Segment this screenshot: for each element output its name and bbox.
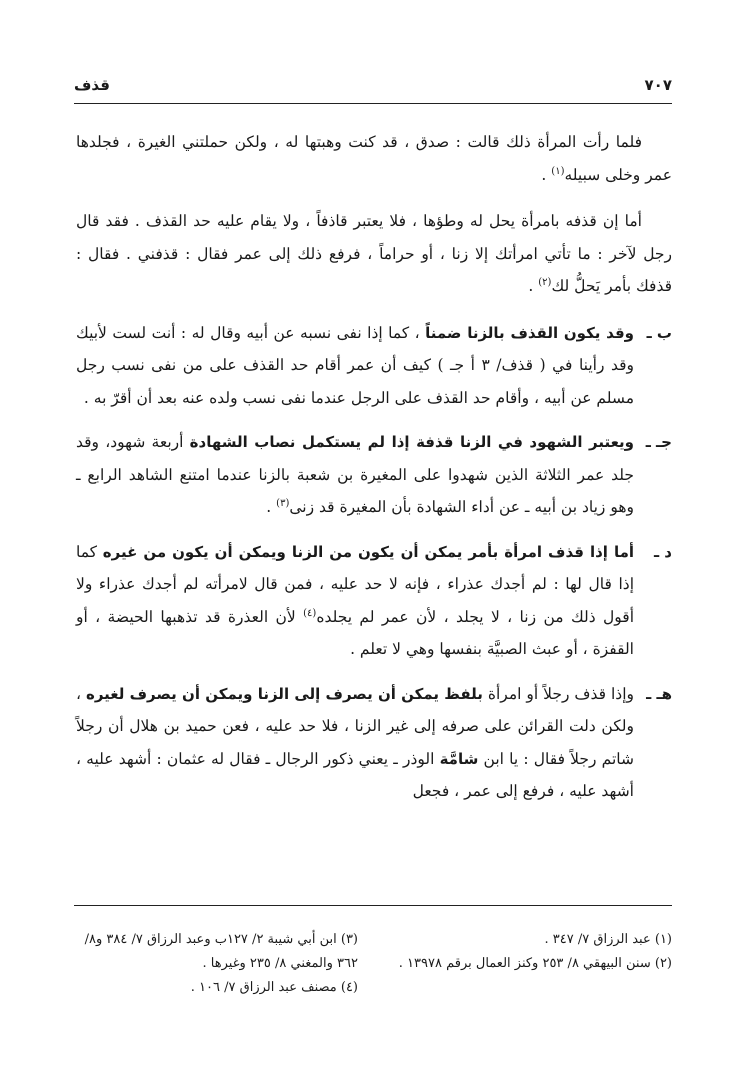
section-marker-b: ب ـ xyxy=(646,323,672,342)
footnote-4: (٤) مصنف عبد الرزاق ٧/ ١٠٦ . xyxy=(190,980,358,995)
footnote-2: (٢) سنن البيهقي ٨/ ٢٥٣ وكنز العمال برقم ١٣٩٧٨ . xyxy=(398,956,672,971)
section-marker-c: جـ ـ xyxy=(645,433,672,451)
footnotes-column-right xyxy=(390,928,672,976)
section-b-heading: وقد يكون القذف بالزنا ضمناً xyxy=(425,323,634,342)
section-c: جـ ـ ويعتبر الشهود في الزنا قذفة إذا لم يستكمل نصاب الشهادة أربعة شهود، وقد جلد عمر الثلاثة الذين شهدوا على المغيرة بن شعبة بالزنا عندما امتنع الشاهد الرابع ـ وهو زياد بن أبيه ـ عن أداء الشهادة بأن المغيرة قد زنى$^{(٣)}$ . xyxy=(76,426,672,524)
footnote-1: (١) عبد الرزاق ٧/ ٣٤٧ . xyxy=(544,932,672,947)
paragraph-permitted-wife: أما إن قذفه بامرأة يحل له وطؤها ، فلا يعتبر قاذفاً ، ولا يقام عليه حد القذف . فقد قال رجل لآخر : ما تأتي امرأتك إلا زنا ، أو حراماً ، فرفع ذلك إلى عمر فقال : قذفني . فقال : قذفك بأمر يَحلُّ لك$^{(٢)}$ . xyxy=(76,212,672,295)
header-rule xyxy=(74,103,672,104)
footnotes-column-left xyxy=(76,928,358,1000)
section-e-bold-word: شامَّة xyxy=(439,749,479,768)
section-d: د ـ أما إذا قذف امرأة بأمر يمكن أن يكون من الزنا ويمكن أن يكون من غيره كما إذا قال لها : لم أجدك عذراء ، فإنه لا حد عليه ، فمن قال لامرأته لم أجدك عذراء ولا أقول ذلك من زنا ، لا يجلد ، لأن عمر لم يجلده$^{(٤)}$ لأن العذرة قد تذهبها الحيضة ، أو القفزة ، أو عبث الصبيَّة بنفسها وهي لا تعلم . xyxy=(76,536,672,666)
section-e: هـ ـ وإذا قذف رجلاً أو امرأة بلفظ يمكن أن يصرف إلى الزنا ويمكن أن يصرف لغيره ، ولكن دلت القرائن على صرفه إلى غير الزنا ، فلا حد عليه ، فعن حميد بن هلال أن رجلاً شاتم رجلاً فقال : يا ابن شامَّة الوذر ـ يعني ذكور الرجال ـ فقال له عثمان : أشهد عليه ، أشهد عليه ، فرفع إلى عمر ، فجعل xyxy=(76,678,672,808)
running-header xyxy=(74,76,672,98)
section-d-heading: أما إذا قذف امرأة بأمر يمكن أن يكون من الزنا ويمكن أن يكون من غيره xyxy=(102,542,635,561)
section-e-heading: بلفظ يمكن أن يصرف إلى الزنا ويمكن أن يصرف لغيره xyxy=(85,684,483,703)
page-number: ٧٠٧ xyxy=(644,76,672,94)
section-b: ب ـ وقد يكون القذف بالزنا ضمناً ، كما إذا نفى نسبه عن أبيه وقال له : أنت لست لأبيك وقد رأينا في ( قذف/ ٣ أ جـ ) كيف أن عمر أقام حد القذف على من نفى نسب رجل مسلم عن أبيه ، وأقام حد القذف على الرجل عندما نفى نسب ولده عنه بعد أن أقرّ به . xyxy=(76,317,672,415)
section-marker-e: هـ ـ xyxy=(646,684,672,703)
footnote-ref-3: (٣) xyxy=(276,498,290,509)
body-text xyxy=(76,126,672,808)
running-title: قذف xyxy=(74,76,110,94)
section-marker-d: د ـ xyxy=(653,542,672,561)
footnote-3: (٣) ابن أبي شيبة ٢/ ١٢٧ب وعبد الرزاق ٧/ ٣٨٤ و٨/ ٣٦٢ والمغني ٨/ ٢٣٥ وغيرها . xyxy=(84,932,358,971)
paragraph-continuation: فلما رأت المرأة ذلك قالت : صدق ، قد كنت وهبتها له ، ولكن حملتني الغيرة ، فجلدها عمر وخلى سبيله$^{(١)}$ . xyxy=(76,133,672,184)
section-c-heading: ويعتبر الشهود في الزنا قذفة إذا لم يستكمل نصاب الشهادة xyxy=(189,433,634,451)
footnote-ref-1: (١) xyxy=(551,165,565,177)
footnote-rule xyxy=(74,905,672,906)
footnote-ref-4: (٤) xyxy=(303,607,317,619)
footnote-ref-2: (٢) xyxy=(538,277,552,288)
